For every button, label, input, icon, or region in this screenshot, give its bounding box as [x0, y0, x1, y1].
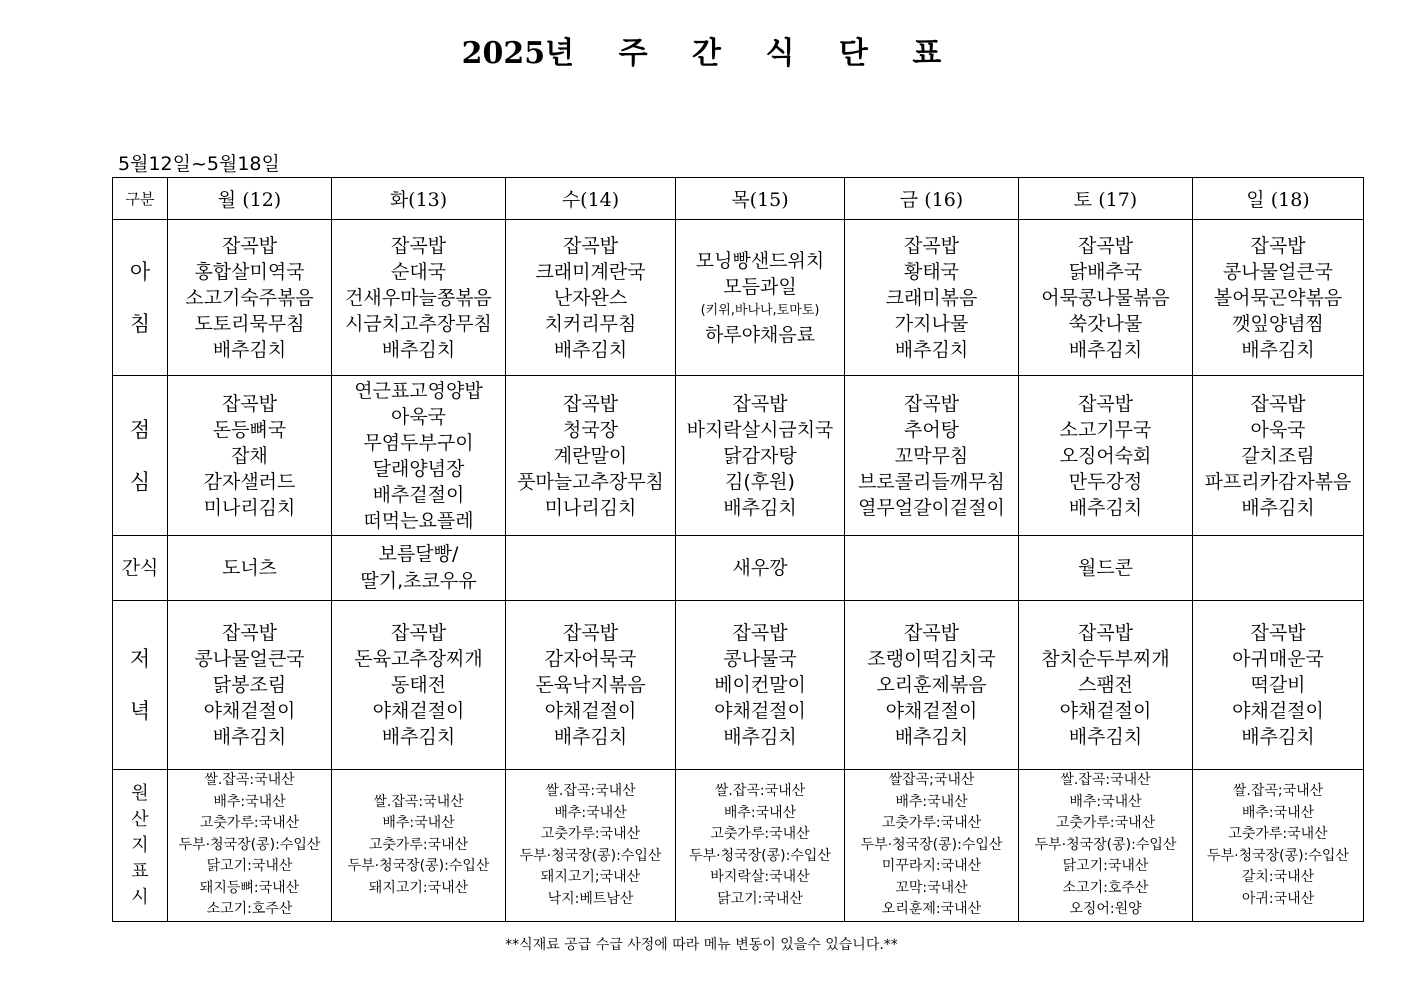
title-word: 간	[692, 36, 722, 71]
cell-line: 미나리김치	[544, 496, 637, 519]
cell-line: 잡곡밥	[562, 622, 619, 644]
cell-line: 소고기무국	[1059, 418, 1152, 441]
menu-cell	[1193, 376, 1364, 536]
day-header	[332, 178, 506, 220]
cell-line: 두부·청국장(콩):수입산	[519, 847, 662, 864]
lunch-label	[113, 376, 168, 536]
cell-line: 잡곡밥	[562, 392, 619, 415]
menu-cell	[1019, 601, 1193, 770]
cell-line: 돼지등뼈:국내산	[199, 879, 300, 896]
origin-cell	[1193, 770, 1364, 922]
cell-line: 아욱국	[1250, 418, 1306, 441]
menu-cell	[1193, 220, 1364, 376]
cell-line: 두부·청국장(콩):수입산	[860, 836, 1003, 853]
cell-line: 두부·청국장(콩):수입산	[347, 858, 490, 875]
date-range: 5월12일~5월18일	[118, 153, 280, 175]
cell-line: 보름달빵/	[378, 543, 459, 565]
cell-line: 원	[131, 782, 149, 804]
day-name: 수	[561, 189, 581, 211]
cell-line: 배추김치	[1068, 726, 1143, 748]
cell-line: 도너츠	[221, 556, 278, 579]
cell-line: 잡곡밥	[390, 234, 447, 257]
cell-line: 도토리묵무침	[194, 312, 305, 335]
cell-line: 아	[129, 259, 151, 284]
cell-line: 배추겉절이	[372, 483, 465, 506]
cell-line: 고춧가루:국내산	[540, 826, 641, 842]
cell-line: 배추김치	[381, 338, 456, 361]
day-date: (17)	[1092, 189, 1138, 211]
cell-line: 브로콜리들깨무침	[858, 470, 1005, 493]
page-title	[0, 28, 1403, 72]
cell-line: 배추김치	[1241, 338, 1315, 361]
day-name: 화	[389, 189, 409, 211]
menu-cell	[332, 220, 506, 376]
cell-line: 잡곡밥	[1077, 392, 1134, 415]
footer-note: **식재료 공급 수급 사정에 따라 메뉴 변동이 있을수 있습니다.**	[505, 937, 898, 953]
cell-line: 콩나물국	[723, 648, 797, 670]
origin-label	[113, 770, 168, 922]
menu-cell	[845, 220, 1019, 376]
cell-line: 콩나물얼큰국	[1222, 260, 1334, 283]
menu-cell	[845, 601, 1019, 770]
cell-line: 배추김치	[723, 726, 797, 748]
title-year: 2025년	[461, 36, 575, 71]
cell-line: 모닝빵샌드위치	[695, 249, 825, 272]
origin-cell	[168, 770, 332, 922]
cell-line: 야채겉절이	[1059, 700, 1152, 722]
breakfast-row	[113, 220, 1364, 376]
cell-line: 쌀잡곡;국내산	[888, 772, 975, 789]
origin-cell	[506, 770, 676, 922]
cell-line: 잡곡밥	[903, 622, 960, 644]
menu-cell	[168, 376, 332, 536]
cell-line: 잡곡밥	[221, 392, 278, 415]
cell-line: 녁	[129, 699, 151, 723]
cell-line: 잡곡밥	[390, 622, 447, 644]
cell-line: 소고기:호주산	[206, 901, 293, 918]
cell-line: 잡곡밥	[732, 392, 788, 415]
cell-line: 배추김치	[894, 726, 969, 748]
cell-line: 열무얼갈이겉절이	[858, 496, 1005, 519]
cell-line: 만두강정	[1068, 470, 1143, 493]
cell-line: 돈육고추장찌개	[354, 648, 483, 670]
cell-line: 바지락살:국내산	[710, 869, 810, 885]
cell-line: 고춧가루:국내산	[1228, 826, 1328, 842]
title-word: 주	[618, 36, 648, 71]
cell-line: 잡곡밥	[1250, 392, 1306, 415]
cell-line: 닭봉조림	[212, 674, 287, 696]
cell-line: 콩나물얼큰국	[194, 648, 305, 670]
cell-line: 배추김치	[894, 338, 969, 361]
cell-line: 고춧가루:국내산	[368, 836, 469, 853]
cell-line: 배추김치	[553, 726, 628, 748]
cell-line: 두부·청국장(콩):수입산	[1034, 836, 1177, 853]
cell-line: 배추김치	[1241, 496, 1315, 519]
cell-line: 배추:국내산	[895, 793, 968, 810]
snack-cell	[676, 536, 845, 601]
title-word: 단	[838, 36, 868, 71]
cell-line: 쌀.잡곡;국내산	[1232, 783, 1324, 799]
day-name: 월	[217, 189, 237, 211]
day-date: (12)	[236, 189, 282, 211]
origin-cell	[676, 770, 845, 922]
cell-line: 잡곡밥	[903, 392, 960, 415]
cell-line: 월드콘	[1077, 556, 1134, 579]
cell-line: 잡채	[231, 444, 268, 467]
cell-line: 닭고기:국내산	[717, 890, 803, 907]
cell-line: 크래미볶음	[885, 286, 978, 309]
cell-line: 모듬과일	[723, 275, 797, 298]
cell-line: 두부·청국장(콩):수입산	[1207, 847, 1349, 864]
cell-line: 고춧가루:국내산	[199, 815, 300, 832]
cell-line: 야채겉절이	[203, 700, 296, 722]
day-date: (15)	[749, 189, 789, 211]
day-header	[1193, 178, 1364, 220]
cell-line: 아욱국	[390, 405, 447, 428]
cell-line: 돼지고기:국내산	[368, 879, 469, 896]
cell-line: 낙지:베트남산	[547, 890, 634, 907]
cell-line: 배추:국내산	[382, 815, 455, 832]
cell-line: 야채겉절이	[714, 700, 806, 722]
cell-line: 닭고기:국내산	[1062, 858, 1149, 875]
day-name: 목	[731, 189, 750, 211]
menu-cell	[506, 601, 676, 770]
snack-label: 간식	[113, 536, 168, 601]
cell-line: 깻잎양념찜	[1232, 312, 1324, 335]
cell-line: 오징어숙회	[1059, 444, 1152, 467]
day-date: (14)	[580, 189, 620, 211]
cell-line: 배추:국내산	[554, 804, 627, 821]
cell-line: 동태전	[390, 674, 447, 696]
cell-line: 침	[129, 311, 151, 336]
cell-line: 어묵콩나물볶음	[1041, 286, 1170, 309]
cell-line: 시금치고추장무침	[345, 312, 492, 335]
cell-line: 쌀.잡곡:국내산	[373, 793, 464, 810]
cell-line: 무염두부구이	[363, 431, 474, 454]
menu-cell	[845, 376, 1019, 536]
cell-line: 돼지고기;국내산	[540, 869, 641, 885]
corner-label: 구분	[113, 178, 168, 220]
cell-line: 미나리김치	[203, 496, 296, 519]
snack-cell	[332, 536, 506, 601]
lunch-row	[113, 376, 1364, 536]
snack-cell	[845, 536, 1019, 601]
cell-line: 닭감자탕	[723, 444, 797, 467]
cell-line: 치커리무침	[544, 312, 637, 335]
title-word: 식	[765, 36, 795, 71]
cell-line: 오리훈제:국내산	[881, 901, 982, 918]
cell-line: 잡곡밥	[221, 622, 278, 644]
cell-line: 닭고기:국내산	[206, 858, 293, 875]
cell-line: 시	[131, 886, 149, 908]
cell-line: 지	[131, 834, 149, 856]
cell-line: 잡곡밥	[1250, 234, 1306, 257]
cell-line: 추어탕	[903, 418, 960, 441]
snack-cell	[168, 536, 332, 601]
day-header	[1019, 178, 1193, 220]
cell-line: 야채겉절이	[544, 700, 637, 722]
cell-line: 심	[129, 469, 151, 494]
cell-line: 야채겉절이	[885, 700, 978, 722]
snack-cell	[1193, 536, 1364, 601]
cell-line: 야채겉절이	[372, 700, 465, 722]
cell-line: 꼬막:국내산	[895, 879, 968, 896]
menu-cell	[1019, 376, 1193, 536]
cell-line: 잡곡밥	[1077, 622, 1134, 644]
cell-line: 닭배추국	[1068, 260, 1143, 283]
cell-line: 쌀.잡곡:국내산	[1060, 772, 1151, 789]
cell-line: 갈치조림	[1241, 444, 1315, 467]
cell-line: 건새우마늘쫑볶음	[345, 286, 492, 309]
day-header	[506, 178, 676, 220]
cell-line: 볼어묵곤약볶음	[1213, 286, 1343, 309]
snack-row	[113, 536, 1364, 601]
cell-line: 쌀.잡곡:국내산	[204, 772, 295, 789]
cell-line: 배추:국내산	[723, 804, 797, 821]
menu-cell	[1019, 220, 1193, 376]
snack-cell	[1019, 536, 1193, 601]
cell-line: 조랭이떡김치국	[867, 648, 996, 670]
cell-line: 베이컨말이	[714, 674, 806, 696]
cell-line: 잡곡밥	[562, 234, 619, 257]
cell-line: 잡곡밥	[1250, 622, 1306, 644]
cell-line: (키위,바나나,토마토)	[700, 302, 820, 318]
cell-line: 감자샐러드	[203, 470, 296, 493]
dinner-label	[113, 601, 168, 770]
menu-cell	[1193, 601, 1364, 770]
cell-line: 갈치:국내산	[1241, 869, 1315, 885]
cell-line: 쑥갓나물	[1068, 312, 1143, 335]
menu-cell	[506, 220, 676, 376]
cell-line: 소고기:호주산	[1062, 879, 1149, 896]
cell-line: 돈육낙지볶음	[535, 674, 646, 696]
cell-line: 꼬막무침	[894, 444, 969, 467]
origin-row	[113, 770, 1364, 922]
cell-line: 난자완스	[553, 286, 628, 309]
menu-cell	[506, 376, 676, 536]
cell-line: 새우깡	[732, 556, 788, 579]
origin-cell	[332, 770, 506, 922]
cell-line: 가지나물	[894, 312, 969, 335]
cell-line: 배추김치	[1068, 338, 1143, 361]
cell-line: 연근표고영양밥	[354, 379, 483, 402]
header-row	[113, 178, 1364, 220]
day-date: (13)	[408, 189, 448, 211]
day-name: 일	[1246, 189, 1265, 211]
cell-line: 쌀.잡곡:국내산	[545, 783, 636, 799]
menu-cell	[676, 220, 845, 376]
cell-line: 미꾸라지:국내산	[881, 858, 982, 875]
cell-line: 참치순두부찌개	[1041, 648, 1170, 670]
cell-line: 스팸전	[1077, 674, 1134, 696]
day-header	[845, 178, 1019, 220]
day-header	[168, 178, 332, 220]
day-date: (16)	[918, 189, 964, 211]
cell-line: 배추김치	[212, 338, 287, 361]
snack-cell	[506, 536, 676, 601]
menu-cell	[676, 601, 845, 770]
menu-cell	[168, 220, 332, 376]
cell-line: 풋마늘고추장무침	[517, 470, 664, 493]
cell-line: 표	[131, 860, 149, 882]
cell-line: 배추:국내산	[1069, 793, 1142, 810]
weekly-menu-table	[112, 177, 1364, 922]
menu-cell	[168, 601, 332, 770]
cell-line: 소고기숙주볶음	[185, 286, 314, 309]
dinner-row	[113, 601, 1364, 770]
day-date: (18)	[1264, 189, 1310, 211]
cell-line: 두부·청국장(콩):수입산	[178, 836, 321, 853]
cell-line: 배추김치	[553, 338, 628, 361]
cell-line: 배추:국내산	[1241, 804, 1315, 821]
cell-line: 배추김치	[1068, 496, 1143, 519]
cell-line: 달래양념장	[372, 457, 465, 480]
cell-line: 잡곡밥	[903, 234, 960, 257]
cell-line: 고춧가루:국내산	[710, 826, 810, 842]
cell-line: 돈등뼈국	[212, 418, 287, 441]
day-header	[676, 178, 845, 220]
cell-line: 아귀:국내산	[1241, 890, 1315, 907]
cell-line: 저	[129, 647, 151, 671]
breakfast-label	[113, 220, 168, 376]
cell-line: 배추김치	[381, 726, 456, 748]
cell-line: 크래미계란국	[535, 260, 646, 283]
cell-line: 오리훈제볶음	[876, 674, 987, 696]
cell-line: 계란말이	[553, 444, 628, 467]
cell-line: 쌀.잡곡:국내산	[714, 783, 806, 799]
day-name: 금	[899, 189, 919, 211]
cell-line: 딸기,초코우유	[360, 570, 477, 592]
cell-line: 떡갈비	[1250, 674, 1306, 696]
cell-line: 배추김치	[1241, 726, 1315, 748]
origin-cell	[845, 770, 1019, 922]
cell-line: 고춧가루:국내산	[1055, 815, 1156, 832]
origin-cell	[1019, 770, 1193, 922]
cell-line: 황태국	[903, 260, 960, 283]
cell-line: 파프리카감자볶음	[1204, 470, 1352, 493]
cell-line: 두부·청국장(콩):수입산	[689, 847, 831, 864]
cell-line: 배추김치	[212, 726, 287, 748]
cell-line: 바지락살시금치국	[686, 418, 834, 441]
cell-line: 김(후원)	[725, 470, 795, 493]
cell-line: 고춧가루:국내산	[881, 815, 982, 832]
cell-line: 홍합살미역국	[194, 260, 305, 283]
cell-line: 감자어묵국	[544, 648, 637, 670]
cell-line: 아귀매운국	[1232, 648, 1324, 670]
cell-line: 오징어:원양	[1069, 901, 1142, 918]
cell-line: 떠먹는요플레	[363, 509, 474, 532]
menu-cell	[332, 376, 506, 536]
cell-line: 잡곡밥	[221, 234, 278, 257]
cell-line: 점	[129, 417, 151, 442]
cell-line: 청국장	[562, 418, 619, 441]
cell-line: 잡곡밥	[732, 622, 788, 644]
cell-line: 잡곡밥	[1077, 234, 1134, 257]
cell-line: 배추:국내산	[213, 793, 286, 810]
cell-line: 산	[131, 808, 149, 830]
cell-line: 야채겉절이	[1232, 700, 1324, 722]
menu-cell	[676, 376, 845, 536]
cell-line: 순대국	[390, 260, 447, 283]
cell-line: 하루야채음료	[704, 323, 816, 346]
title-word: 표	[912, 36, 942, 71]
cell-line: 배추김치	[723, 496, 797, 519]
menu-cell	[332, 601, 506, 770]
day-name: 토	[1073, 189, 1093, 211]
